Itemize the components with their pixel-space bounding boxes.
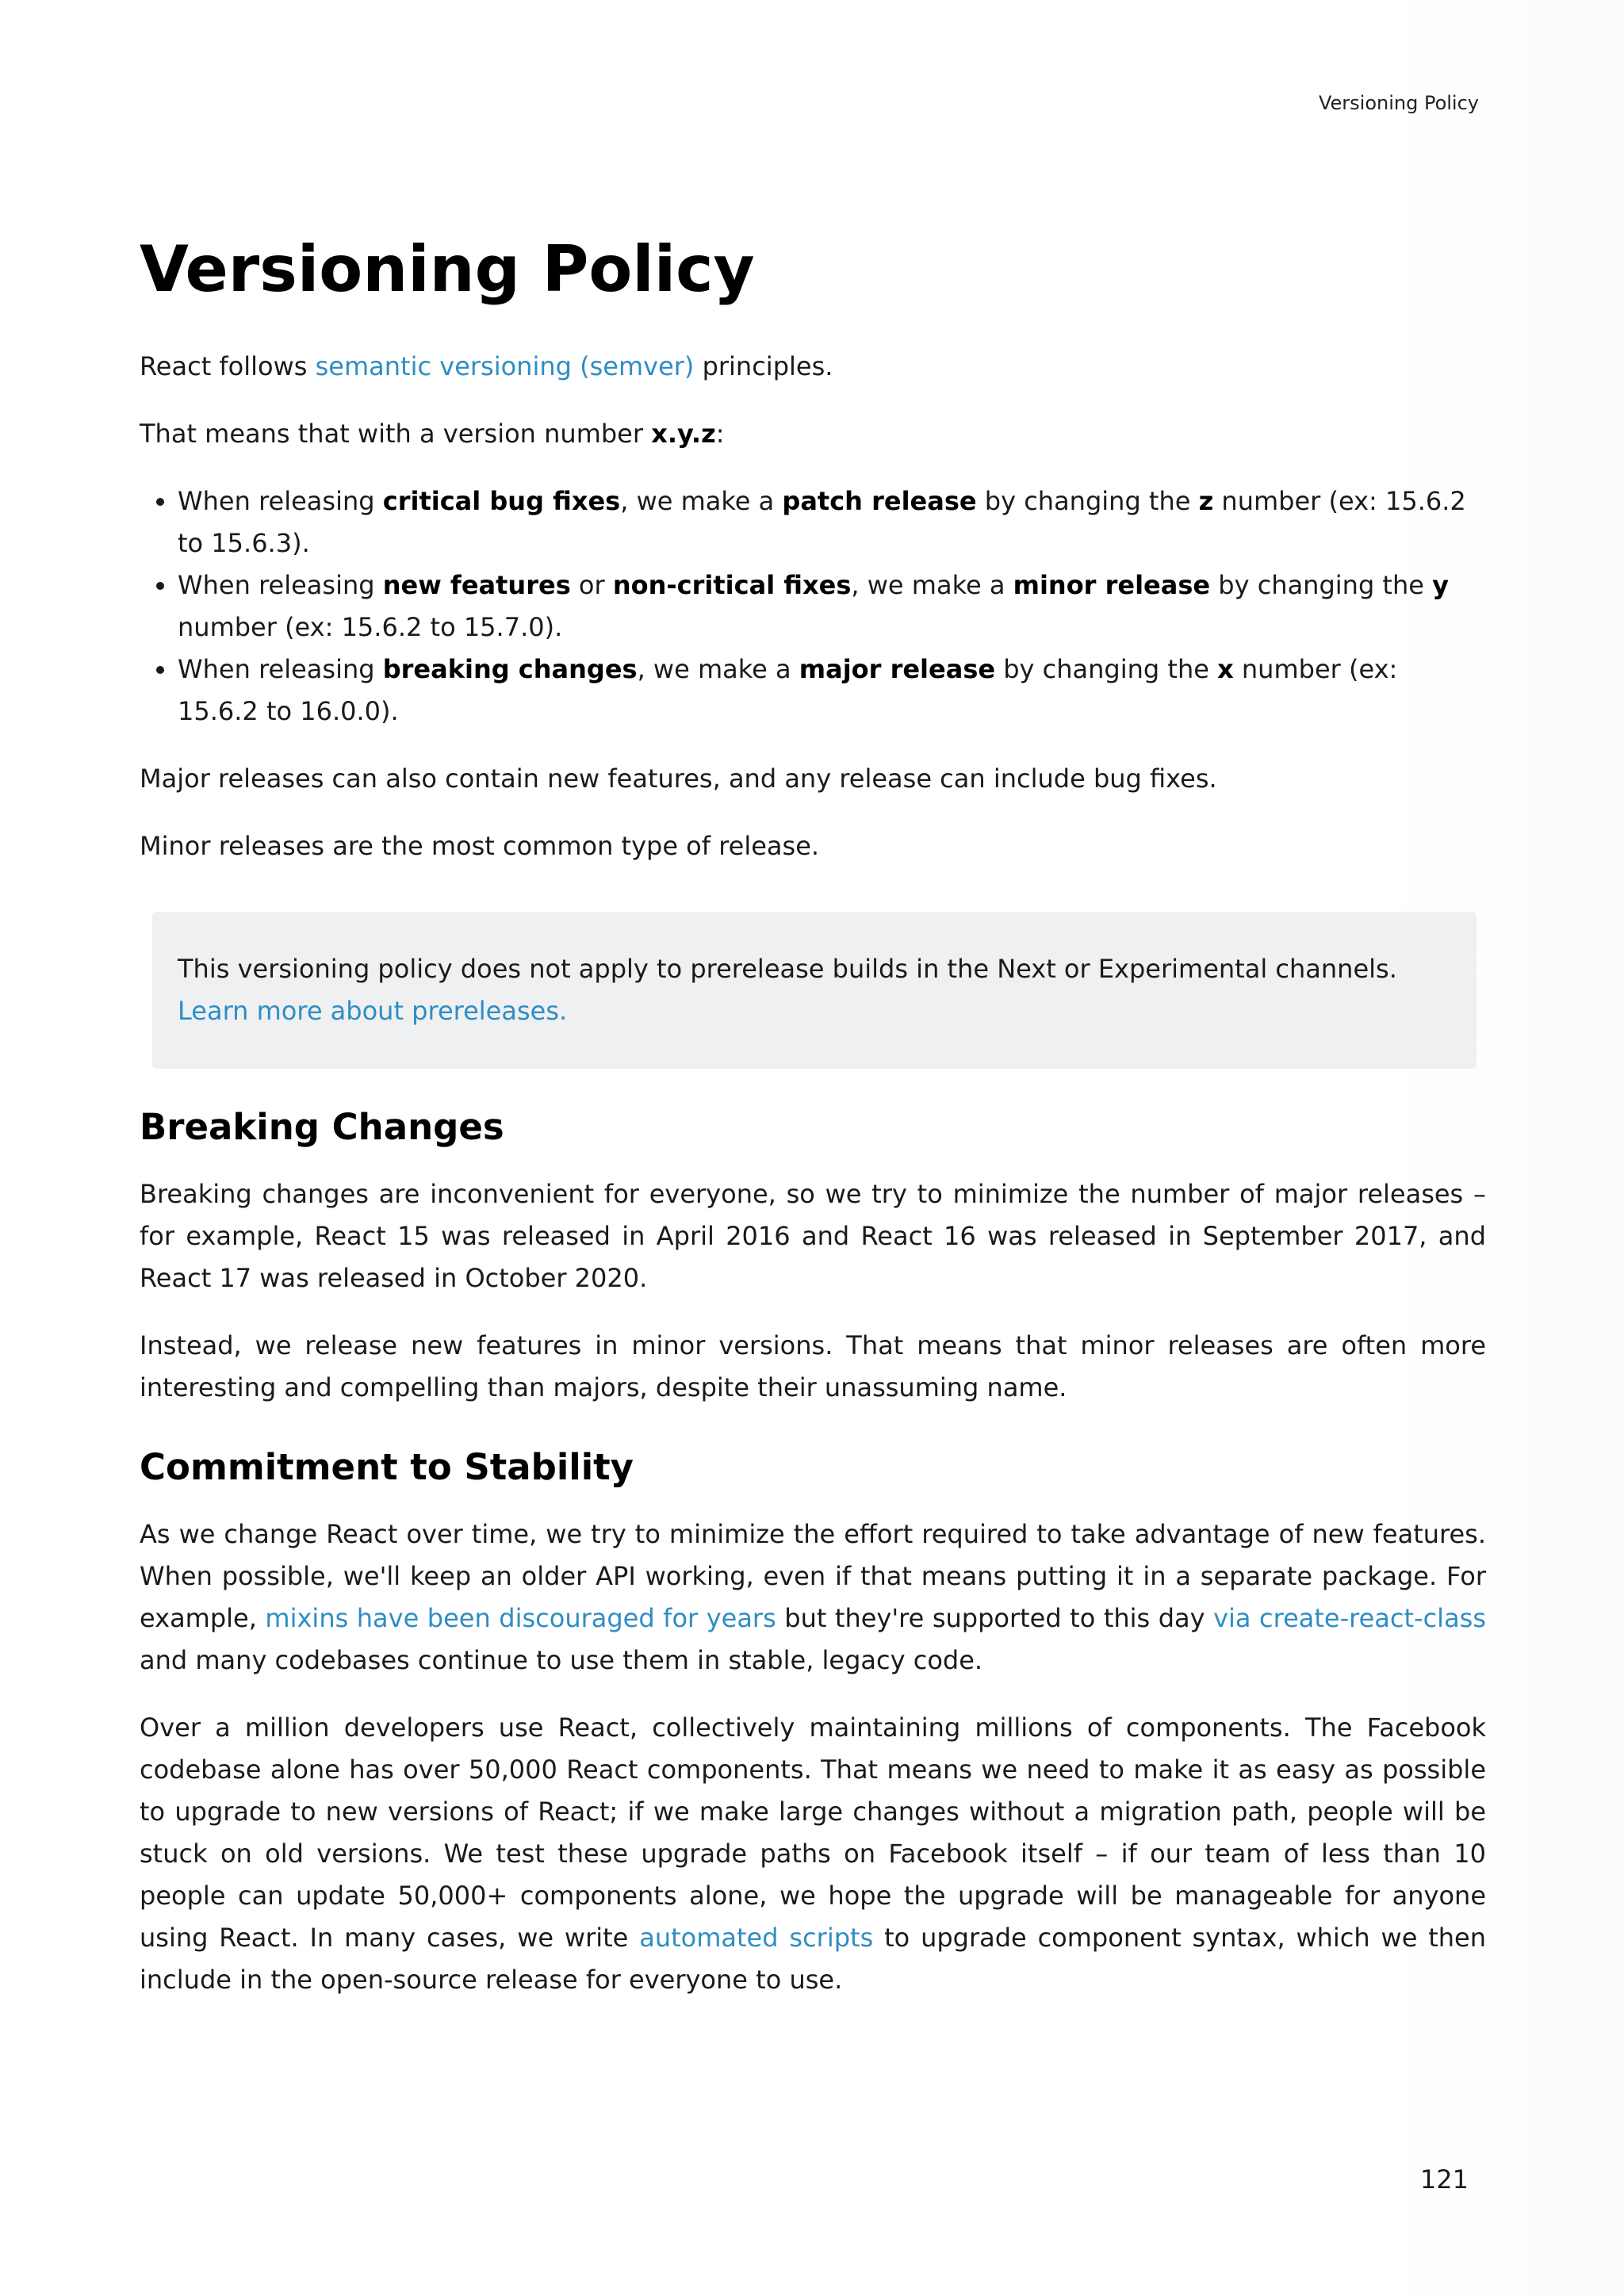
intro-prefix: React follows: [140, 351, 316, 381]
minor-text-5: number (ex: 15.6.2 to 15.7.0).: [178, 612, 563, 642]
minor-text-2: or: [570, 570, 613, 600]
intro-paragraph: [140, 346, 1486, 388]
stability-p1-text-1: As we change React over time, we try to minimize the effort required to take advantage of new features. When possible, we'll keep an older API working, even if that means putting it in a separate package. For example,: [140, 1519, 1486, 1633]
major-text-2: , we make a: [637, 654, 799, 684]
stability-p1-text-2: but they're supported to this day: [776, 1603, 1214, 1633]
patch-bold-critical-bug-fixes: critical bug fixes: [382, 486, 621, 516]
minor-bold-new-features: new features: [382, 570, 571, 600]
minor-text-4: by changing the: [1210, 570, 1433, 600]
minor-bold-non-critical-fixes: non-critical fixes: [612, 570, 852, 600]
stability-p1-text-3: and many codebases continue to use them in stable, legacy code.: [140, 1645, 983, 1675]
page-number: 121: [1419, 2164, 1469, 2195]
version-number-paragraph: [140, 413, 1486, 455]
prerelease-note-box: [152, 912, 1477, 1069]
intro-suffix: principles.: [694, 351, 833, 381]
version-line-suffix: :: [715, 419, 725, 449]
patch-text-1: When releasing: [178, 486, 383, 516]
major-releases-paragraph: Major releases can also contain new features, and any release can include bug fixes.: [140, 763, 1217, 794]
patch-bold-patch-release: patch release: [782, 486, 977, 516]
create-react-class-link[interactable]: via create-react-class: [1213, 1603, 1487, 1633]
automated-scripts-link[interactable]: automated scripts: [639, 1923, 874, 1953]
page-content: [140, 230, 1486, 2026]
major-bold-major-release: major release: [799, 654, 996, 684]
patch-bold-z: z: [1198, 486, 1214, 516]
major-text-1: When releasing: [178, 654, 383, 684]
stability-p2-text-2: to upgrade component syntax, which we then include in the open-source release for everyone to use.: [140, 1923, 1487, 1995]
release-types-list: [140, 480, 1486, 733]
major-text-4: number (ex: 15.6.2 to 16.0.0).: [178, 654, 1398, 726]
patch-text-4: number (ex: 15.6.2 to 15.6.3).: [178, 486, 1466, 558]
minor-text-1: When releasing: [178, 570, 383, 600]
list-item-patch: [178, 480, 1486, 564]
running-header: Versioning Policy: [1318, 92, 1479, 114]
version-format: x.y.z: [651, 419, 716, 449]
patch-text-2: , we make a: [620, 486, 783, 516]
minor-bold-y: y: [1432, 570, 1449, 600]
stability-paragraph-2: [140, 1707, 1486, 2001]
major-text-3: by changing the: [995, 654, 1218, 684]
stability-paragraph-1: [140, 1513, 1486, 1682]
page-title: Versioning Policy: [140, 232, 755, 306]
major-bold-breaking-changes: breaking changes: [382, 654, 638, 684]
semver-link[interactable]: semantic versioning (semver): [315, 351, 695, 381]
heading-commitment-to-stability: Commitment to Stability: [140, 1446, 634, 1488]
minor-releases-paragraph: Minor releases are the most common type of release.: [140, 831, 820, 861]
minor-bold-minor-release: minor release: [1013, 570, 1211, 600]
minor-text-3: , we make a: [851, 570, 1013, 600]
major-bold-x: x: [1217, 654, 1234, 684]
mixins-link[interactable]: mixins have been discouraged for years: [265, 1603, 776, 1633]
list-item-minor: [178, 564, 1486, 649]
prereleases-link[interactable]: Learn more about prereleases.: [178, 996, 568, 1026]
patch-text-3: by changing the: [976, 486, 1199, 516]
breaking-paragraph-2: Instead, we release new features in minor versions. That means that minor releases are often more interesting and compelling than majors, despite their unassuming name.: [140, 1330, 1486, 1402]
stability-p2-text-1: Over a million developers use React, collectively maintaining millions of components. The Facebook codebase alone has over 50,000 React components. That means we need to make it as easy as possible to upgrade to new versions of React; if we make large changes without a migration path, people will be stuck on old versions. We test these upgrade paths on Facebook itself – if our team of less than 10 people can update 50,000+ components alone, we hope the upgrade will be manageable for anyone using React. In many cases, we write: [140, 1712, 1486, 1953]
list-item-major: [178, 649, 1486, 733]
heading-breaking-changes: Breaking Changes: [140, 1106, 504, 1148]
note-paragraph: [178, 948, 1451, 1032]
version-line-prefix: That means that with a version number: [140, 419, 652, 449]
breaking-paragraph-1: Breaking changes are inconvenient for everyone, so we try to minimize the number of major releases – for example, React 15 was released in April 2016 and React 16 was released in September 2017, and React 17 was released in October 2020.: [140, 1179, 1486, 1293]
note-text: This versioning policy does not apply to prerelease builds in the Next or Experimental channels.: [178, 954, 1397, 984]
